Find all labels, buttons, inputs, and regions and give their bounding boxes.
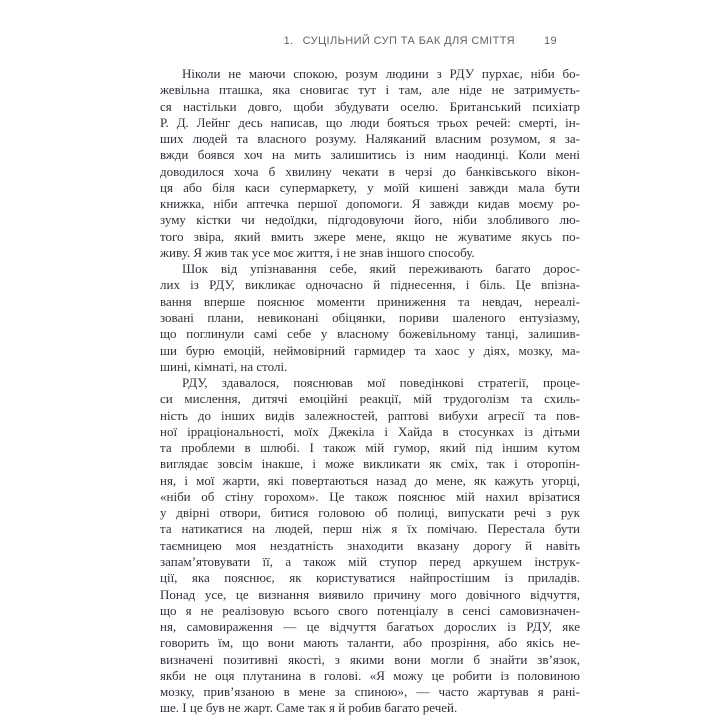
text-line: таємницею моя нездатність знаходити вказану дорогу й навіть [160,537,580,553]
text-line: жевільна пташка, яка сновигає тут і там, але ніде не затримуєть- [160,82,580,98]
page-body [160,66,580,717]
text-line: Р. Д. Лейнг десь написав, що люди бояться трьох речей: смерті, ін- [160,114,580,130]
text-line: ня, і мої жарти, які повертаються назад до мене, як кажуть угорці, [160,472,580,488]
text-line: ції, яка пояснює, як користуватися найпростішим із приладів. [160,570,580,586]
text-line: живу. Я жив так усе моє життя, і не знав іншого способу. [160,244,475,260]
paragraph [160,66,580,261]
text-line: шині, кімнаті, на столі. [160,358,288,374]
text-line: того звіра, який вмить зжере мене, якщо не жуватиме якусь по- [160,228,580,244]
text-line: ся настільки довго, щоби збудувати оселю. Британський психіатр [160,98,580,114]
text-line: книжка, ніби аптечка першої допомоги. Я завжди кидав моєму ро- [160,196,580,212]
running-head-chapter-title: СУЦІЛЬНИЙ СУП ТА БАК ДЛЯ СМІТТЯ [302,35,515,47]
text-line: визначені позитивні якості, з якими вони могли б знайти зв’язок, [160,651,580,667]
text-line: Ніколи не маючи спокою, розум людини з РДУ пурхає, ніби бо- [182,66,580,81]
text-line: РДУ, здавалося, пояснював мої поведінкові стратегії, проце- [182,375,580,391]
text-line: лих із РДУ, викликає одночасно й піднесення, і біль. Це впізна- [160,277,580,293]
text-line: ше. І це був не жарт. Саме так я й робив багато речей. [160,700,458,716]
text-line: та проблеми в шлюбі. І також мій гумор, який під іншим кутом [160,440,580,456]
text-line: у двірні отвори, битися головою об полиці, випускати речі з рук [160,505,580,521]
text-line: ної ірраціональності, моїх Джекіла і Хайда в стосунках із дітьми [160,423,580,439]
text-line: виглядає зовсім інакше, і може викликати як сміх, так і оторопін- [160,456,580,472]
text-line: зовані плани, невиконані обіцянки, пориви шаленого ентузіазму, [160,309,580,325]
text-line: запам’ятовувати її, а також мій ступор перед аркушем інструк- [160,553,580,569]
text-line: якби не оця плутанина в голові. «Я можу це робити із половиною [160,667,580,683]
text-line: ність до інших видів залежностей, раптові вибухи агресії та пов- [160,407,580,423]
text-line: ших людей та власного розуму. Наляканий власним розумом, я за- [160,131,580,147]
paragraph [160,375,580,717]
page-number: 19 [543,35,557,47]
text-line: вжди боявся хоч на мить залишитись із ним наодинці. Коли мені [160,147,580,163]
text-line: «ніби об стіну горохом». Це також пояснює мій нахил врізатися [160,488,580,504]
text-line: та натикатися на людей, перш ніж я їх помічаю. Перестала бути [160,521,580,537]
text-line: Понад усе, це визнання виявило причину мого довічного відчуття, [160,586,580,602]
text-line: ши бурю емоцій, неймовірний гармидер та хаос у діях, мозку, ма- [160,342,580,358]
paragraph [160,261,580,375]
text-line: говорить їм, що вони мають таланти, або прозріння, або якісь не- [160,635,580,651]
text-line: що поглинули самі себе у власному божевільному танці, залишив- [160,326,580,342]
text-line: мозку, прив’язаною в мене за спиною», — часто жартував я рані- [160,684,580,700]
text-line: вання вперше пояснює моменти приниження та невдач, нереалі- [160,293,580,309]
text-line: Шок від упізнавання себе, який переживають багато дорос- [182,261,580,277]
running-head [160,35,580,47]
text-line: зуму кістки чи недоїдки, підгодовуючи його, ніби злобливого лю- [160,212,580,228]
chapter-number: 1. [283,35,294,47]
text-line: доводилося хоча б хвилину чекати в черзі до банківського вікон- [160,163,580,179]
text-line: ця або біля каси супермаркету, у моїй кишені завжди мала бути [160,179,580,195]
text-line: си мислення, дитячі емоційні реакції, мій трудоголізм та схиль- [160,391,580,407]
text-line: ня, самовираження — це відчуття багатьох дорослих із РДУ, яке [160,619,580,635]
text-line: що я не реалізовую всього свого потенціалу в сенсі самовизначен- [160,602,580,618]
